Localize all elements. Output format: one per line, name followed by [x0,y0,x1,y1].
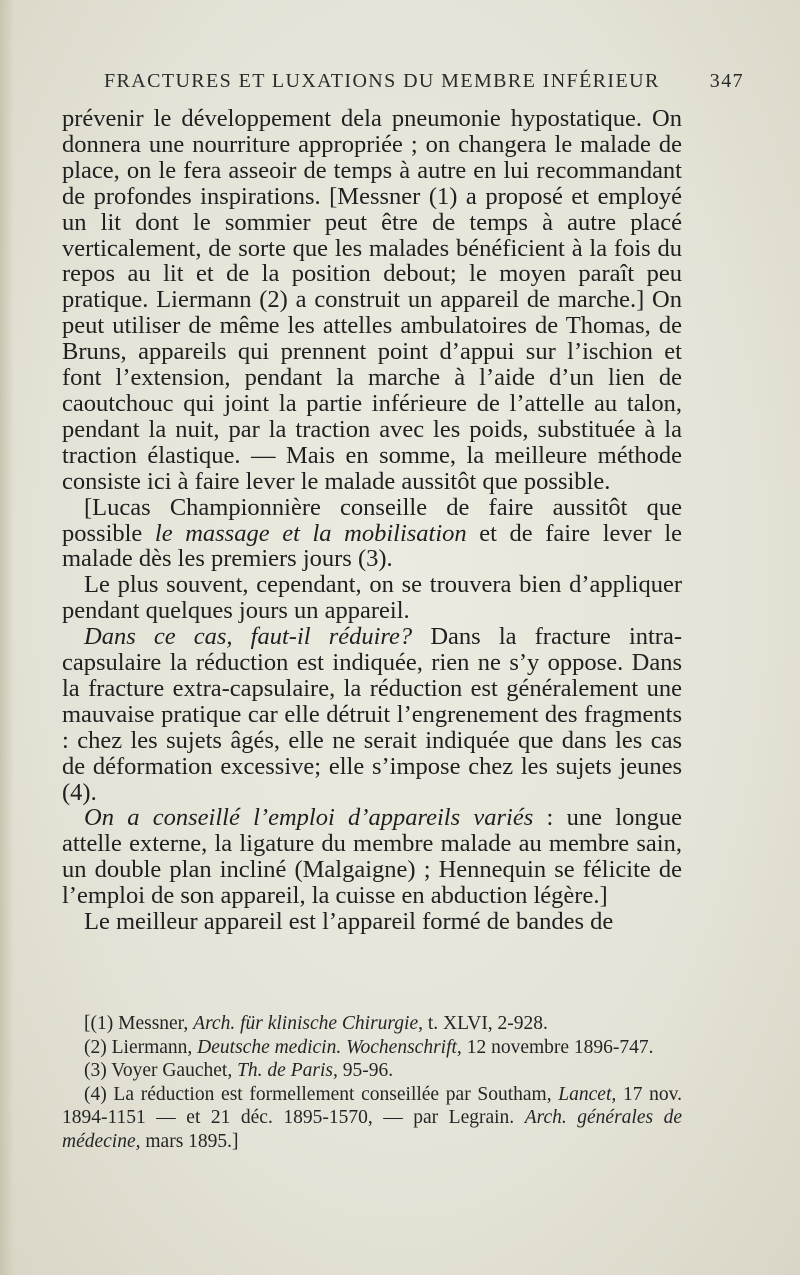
paragraph-2-text-a: [Lucas Championnière conseille de faire aussitôt que possible [62,493,682,547]
paragraph-5 [62,805,682,909]
footnote-2 [62,1036,682,1060]
paragraph-5-italic: On a conseillé l’emploi d’appareils variés [84,804,534,832]
main-text [62,106,682,935]
footnote-3-italic: Th. de Paris, [237,1060,338,1081]
footnote-3-text-a: (3) Voyer Gauchet, [84,1060,238,1081]
running-title: FRACTURES ET LUXATIONS DU MEMBRE INFÉRIEUR [104,70,660,92]
paragraph-4-italic: Dans ce cas, faut-il réduire? [84,623,413,651]
footnote-1 [62,1012,682,1036]
paragraph-6: Le meilleur appareil est l’appareil formé de bandes de [84,908,614,936]
paragraph-4-text: Dans la fracture intra-capsulaire la réduction est indiquée, rien ne s’y oppose. Dans la fracture extra-capsulaire, la réduction est généralement une mauvaise pratique car elle détruit l’engrenement des fragments : chez les sujets âgés, elle ne serait indiquée que dans les cas de déformation excessive; elle s’impose chez les sujets jeunes (4). [62,623,682,806]
footnote-4-italic-1: Lancet, [558,1083,617,1105]
footnote-4 [62,1083,682,1154]
paragraph-2 [62,495,682,573]
paragraph-4 [62,624,682,805]
paragraph-2-italic: le massage et la mobilisation [154,519,467,547]
footnote-2-text-b: 12 novembre 1896-747. [461,1036,654,1058]
footnote-2-text-a: (2) Liermann, [84,1036,198,1058]
paragraph-1: prévenir le développement dela pneumonie hypostatique. On donnera une nourriture appropriée ; on changera le malade de place, on le fera asseoir de temps à autre en lui recommandant de profondes inspirations. [Messner (1) a proposé et employé un lit dont le sommier peut être de temps à autre placé verticalement, de sorte que les malades bénéficient à la fois du repos au lit et de la position debout; le moyen paraît peu pratique. Liermann (2) a construit un appareil de marche.] On peut utiliser de même les attelles ambulatoires de Thomas, de Bruns, appareils qui prennent point d’appui sur l’ischion et font l’extension, pendant la marche à l’aide d’un lien de caoutchouc qui joint la partie inférieure de l’attelle au talon, pendant la nuit, par la traction avec les poids, substituée à la traction élastique. — Mais en somme, la meilleure méthode consiste ici à faire lever le malade aussitôt que possible. [62,105,682,495]
footnote-1-italic: Arch. für klinische Chirurgie, [193,1013,423,1034]
footnotes [62,1012,682,1153]
paragraph-3: Le plus souvent, cependant, on se trouvera bien d’appliquer pendant quelques jours un appareil. [62,571,682,625]
paragraph-2-text-b: et de faire lever le malade dès les premiers jours (3). [62,519,682,573]
footnote-4-text-a: (4) La réduction est formellement conseillée par Southam, [84,1083,559,1105]
page-edge-shadow [0,0,14,1275]
footnote-1-text-b: t. XLVI, 2-928. [422,1013,548,1034]
running-header [62,64,744,94]
footnote-3 [62,1059,682,1083]
paragraph-5-text: : une longue attelle externe, la ligature du membre malade au membre sain, un double plan incliné (Malgaigne) ; Hennequin se félicite de l’emploi de son appareil, la cuisse en abduction légère.] [62,804,682,910]
page-number: 347 [709,70,744,92]
footnote-3-text-b: 95-96. [337,1060,394,1081]
footnote-1-text-a: [(1) Messner, [84,1013,194,1034]
footnote-4-text-b: 17 nov. 1894-1151 — et 21 déc. 1895-1570, — par Legrain. [62,1083,683,1128]
footnote-4-text-c: mars 1895.] [140,1130,239,1152]
footnote-4-italic-2: Arch. générales de médecine, [62,1107,682,1152]
footnote-2-italic: Deutsche medicin. Wochenschrift, [197,1036,462,1058]
